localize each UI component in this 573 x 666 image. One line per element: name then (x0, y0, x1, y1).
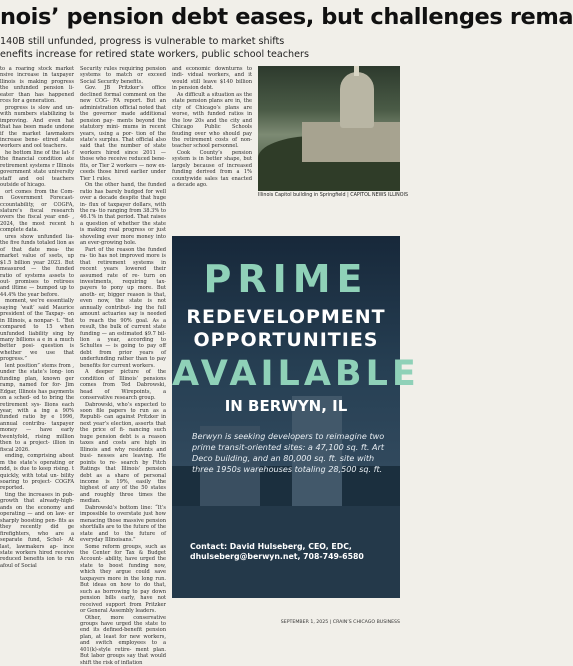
paragraph: As difficult a situation as the state pension plans are in, the city of Chicago’s plans are worse, with funded ratios in the low 20s and the city and Chicago Public Schools feuding over who should pay the retirement costs of non-teacher school personnel. (172, 91, 252, 150)
ad-headline-redevelopment (172, 306, 400, 352)
paragraph: to a roaring stock market nsive increase in taxpayer llinois is making progress the unfunded pension li- eater than has happened rces for a generation. (0, 66, 74, 105)
ad-headline-prime: PRIME (203, 257, 369, 301)
paragraph: ting the increases in pub- growth that already-high- ands on the economy and operating — and on law- er sharply boosting pen- fits as they recently did ge firefighters, who are a separate fund, Schol- At last, lawmakers ap- ince state workers hired receive reduced benefits ion to run afoul of Social (0, 491, 74, 569)
capitol-photo (258, 66, 400, 191)
paragraph: he bottom line of the lat- f the financial condition ate retirement systems r Illinois government state university staff and ool teachers outside of hicago. (0, 149, 74, 189)
deck (0, 36, 400, 61)
paragraph: ending, comprising about m the state’s operating or ndd, is due to keep rising. t quickly, with total un- bility soaring to project- COGFA reported. (0, 453, 74, 492)
paragraph: lent position” stems from , under the state’s long- ion funding plan, known ger ramp, named for for- Jim Edgar, Illinois has payments on a sched- ed to bring the retirement sys- llions each year, with a ing a 90% funded ratio by e 1996, annual contribu- taxpayer money — have early twentyfold, rising million then to a project- illion in fiscal 2026. (0, 362, 74, 453)
article-column-2 (80, 66, 166, 666)
ad-description: Berwyn is seeking developers to reimagine two prime transit-oriented sites: a 47,100 sq. ft. Art Deco building, and an 80,000 sq. ft. site with three 1950s warehouses totaling 28,500 sq. ft. (192, 431, 385, 474)
paragraph: Security rules requiring pension systems to match or exceed Social Security benefits. (80, 66, 166, 85)
ad-redevelopment-line: REDEVELOPMENT (186, 306, 386, 328)
paragraph: ures show unfunded lia- the five funds totaled lion as of that date mea- the market value of ssets, up $1.5 billion year 2023. But measured — the funded ratio of systems assets to out- promises to retirees and iltime — bumped up to 44.4% the year before. (0, 233, 74, 298)
paragraph: progress is slow and un- with numbers stabilizing ts improving. And even hat that has been made undone if the market lawmakers increase bene- etired state workers and ool teachers. (0, 104, 74, 150)
ad-opportunities-line: OPPORTUNITIES (193, 329, 379, 351)
paragraph: Dabrowski’s bottom line: “It’s impossible to overstate just how menacing those massive pension shortfalls are to the future of the state and to the future of everyday Illinoisans.” (80, 504, 166, 544)
advertisement[interactable] (172, 236, 420, 598)
paragraph: moment, we’re essentially saying ‘wait’ said Maurice president of the Taxpay- on in Illinois, a nonpar- t. “But compared to 15 when unfunded liability sing by many billions a e in a much better posi- question is whether we use that progress.” (0, 298, 74, 363)
paragraph: Cook County’s pension system is in better shape, but largely because of increased funding derived from a 1% countywide sales tax enacted a decade ago. (172, 149, 252, 189)
paragraph: Other, more conservative groups have urged the state to end its defined-benefit pension plan, at least for new workers, and switch employees to a 401(k)-style retire- ment plan. But labor groups say that would shift the risk of inflation (80, 614, 166, 666)
deck-line-2: enefits increase for retired state workers, public school teachers (0, 48, 309, 60)
paragraph: ort comes from the Com- n Government Forecast- ccountability, or COGFA, slature’s fiscal research overs the fiscal year end- , 2024, the most recent h complete data. (0, 188, 74, 234)
page-footer: SEPTEMBER 1, 2025 | CRAIN’S CHICAGO BUSINESS (280, 620, 400, 625)
ad-location: IN BERWYN, IL (224, 397, 348, 415)
paragraph: On the other hand, the funded ratio has barely budged for well over a decade despite that huge in- flux of taxpayer dollars, with the ra- tio ranging from 38.3% to 46.1% in that period. That raises a question of whether the state is making real progress or just shoveling ever more money into an ever-growing hole. (80, 182, 166, 247)
article-column-3 (172, 66, 252, 228)
headline: nois’ pension debt eases, but challenges rema (0, 4, 573, 30)
paragraph: and economic downturns to indi- vidual workers, and it would still leave $140 billion in pension debt. (172, 66, 252, 92)
paragraph: Some reform groups, such as the Center for Tax & Budget Account- ability, have urged the state to boost funding now, which they argue could save taxpayers more in the long run. But ideas on how to do that, such as borrowing to pay down pension bills early, have not received support from Pritzker or General Assembly leaders. (80, 543, 166, 615)
paragraph: Gov. JB Pritzker’s office declined formal comment on the new COG- FA report. But an administration official noted that the governor made additional pension pay- ments beyond the statutory mini- mums in recent years, using a por- tion of the state’s surplus. That official also said that the number of state workers hired since 2011 — those who receive reduced bene- fits, or Tier 2 workers — now ex- ceeds those hired earlier under Tier 1 rules. (80, 85, 166, 182)
ad-headline-available: AVAILABLE (172, 354, 420, 394)
paragraph: Part of the reason the funded ra- tio has not improved more is that retirement systems in recent years lowered their assumed rate of re- turn on investments, requiring tax- payers to pony up more. But anoth- er, bigger reason is that, even now, the state is not annually contribut- ing the full amount actuaries say is needed to reach the 90% goal. As a result, the bulk of current state funding — an estimated $9.7 bil- lion a year, according to Schultes — is going to pay off debt from prior years of underfunding rather than to pay benefits for current workers. (80, 246, 166, 369)
photo-caption: Illinois Capitol building in Springfield | CAPITOL NEWS ILLINOIS (258, 193, 408, 198)
deck-line-1: 140B still unfunded, progress is vulnerable to market shifts (0, 36, 285, 47)
article-column-1 (0, 66, 74, 614)
ad-contact[interactable]: Contact: David Hulseberg, CEO, EDC, dhulseberg@berwyn.net, 708-749-6580 (190, 542, 364, 561)
paragraph: A deeper picture of the condition of Illinois’ pensions comes from Ted Dabrowski, head of Wirepoints, a conservative research group. (80, 369, 166, 402)
paragraph: Dabrowski, who’s expected to soon file papers to run as a Republi- can against Pritzker in next year’s election, asserts that the price of fi- nancing such huge pension debt is a reason taxes and costs are high in Illinois and why residents and busi- nesses are leaving. He points to re- search by Fitch Ratings that Illinois’ pension debt as a share of personal income is 19%, easily the highest of any of the 50 states and roughly three times the median. (80, 401, 166, 505)
